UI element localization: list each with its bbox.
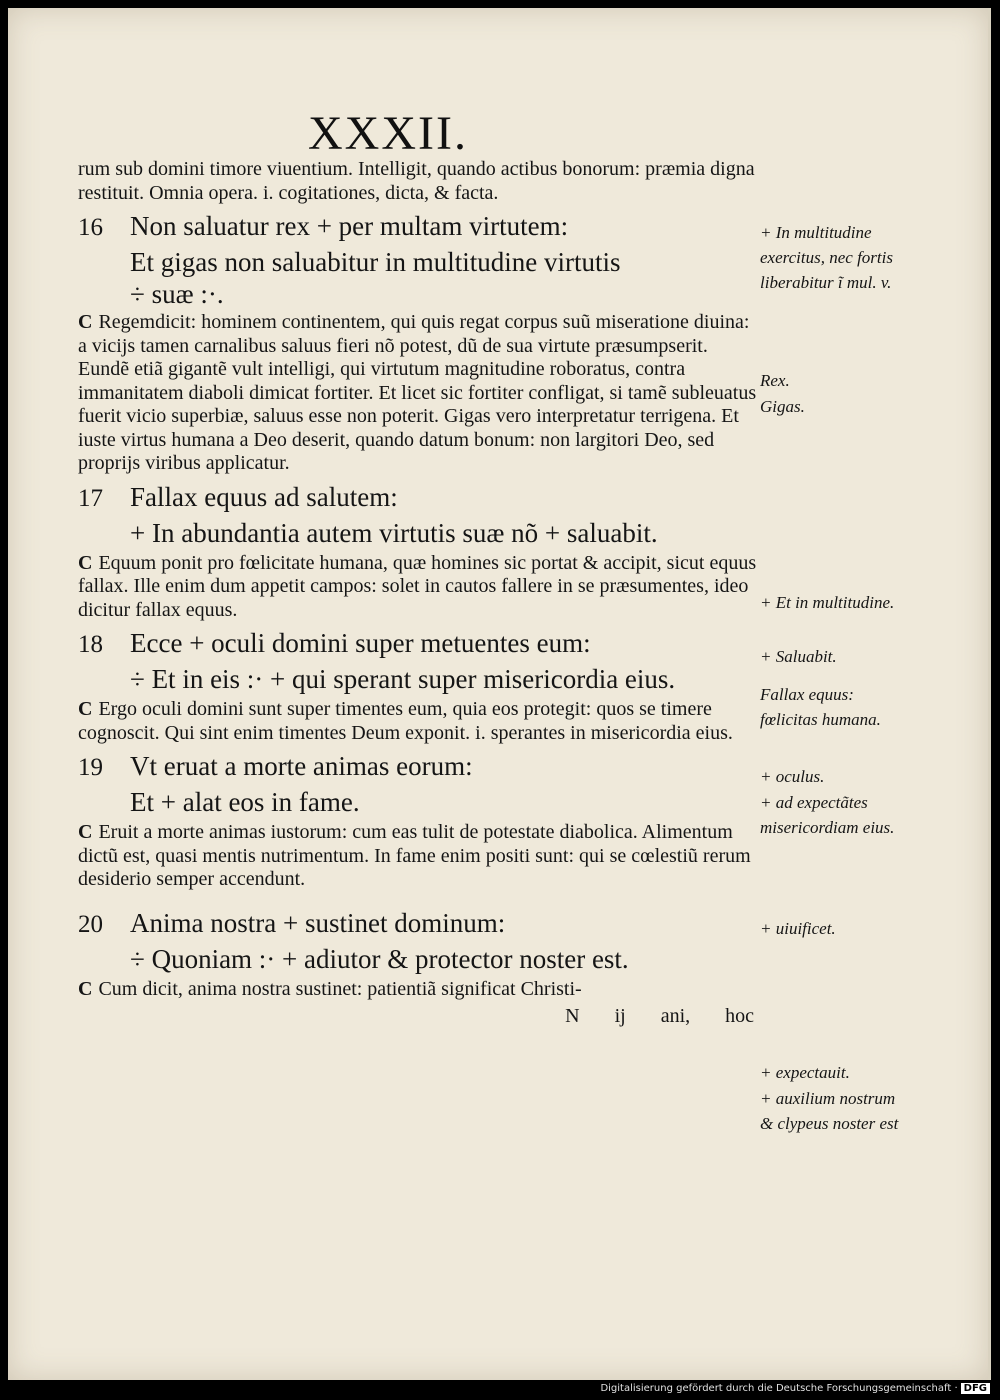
- verse-line: Fallax equus ad salutem:: [130, 481, 398, 512]
- signature-mark: N: [565, 1005, 580, 1027]
- commentary: C Cum dicit, anima nostra sustinet: patientiã significat Christi-: [78, 977, 582, 1000]
- marginal-note: + oculus.: [760, 767, 825, 786]
- verse-line: ÷ Quoniam :· + adiutor & protector noster est.: [130, 943, 629, 974]
- book-page: [8, 8, 991, 1380]
- verse-18: [78, 626, 758, 696]
- commentary: C Equum ponit pro fœlicitate humana, quæ homines sic portat & accipit, sicut equus fallax. Ille enim dum appetit campos: solet in cautos fallere in se præsumentes, ideo dicitur fallax equus.: [78, 551, 757, 621]
- signature-number: ij: [614, 1005, 626, 1027]
- commentary-marker-icon: C: [78, 977, 93, 1000]
- digitization-credit: Digitalisierung gefördert durch die Deutsche Forschungsgemeinschaft · DFG: [600, 1383, 990, 1394]
- main-text-column: [78, 158, 758, 1028]
- marginal-note: + Et in multitudine.: [760, 593, 895, 612]
- commentary-marker-icon: C: [78, 698, 93, 720]
- dfg-logo: DFG: [961, 1383, 990, 1394]
- marginal-note: Fallax equus: fœlicitas humana.: [760, 685, 881, 729]
- marginal-note: + auxilium nostrum & clypeus noster est: [760, 1089, 899, 1133]
- commentary: C Ergo oculi domini sunt super timentes eum, quia eos protegit: quos se timere cognoscit. Qui sint enim timentes Deum exponit. i. sperantes in misericordia eius.: [78, 698, 733, 744]
- catchwords: [78, 1005, 758, 1028]
- marginal-note: Rex.: [760, 371, 790, 390]
- commentary-marker-icon: C: [78, 311, 93, 333]
- marginal-note: + expectauit.: [760, 1063, 850, 1082]
- verse-number: 17: [78, 484, 103, 512]
- verse-line: Non saluatur rex + per multam virtutem:: [130, 211, 569, 241]
- marginal-note: + ad expectãtes misericordiam eius.: [760, 793, 895, 837]
- verse-line: Et + alat eos in fame.: [130, 787, 360, 817]
- verse-19: [78, 749, 758, 819]
- verse-line: Et gigas non saluabitur in multitudine virtutis: [130, 247, 621, 277]
- verse-number: 16: [78, 214, 103, 241]
- verse-16: [78, 209, 758, 309]
- marginal-note: + In multitudine exercitus, nec fortis liberabitur ĩ mul. v.: [760, 223, 893, 292]
- verse-17: [78, 480, 758, 550]
- marginal-note: Gigas.: [760, 397, 805, 416]
- folio-number: XXXII.: [308, 107, 468, 160]
- catchword: ani, hoc: [660, 1005, 754, 1027]
- verse-number: 19: [78, 754, 103, 781]
- verse-line: Vt eruat a morte animas eorum:: [130, 751, 473, 781]
- verse-line: ÷ Et in eis :· + qui sperant super misericordia eius.: [130, 664, 676, 694]
- commentary: C Eruit a morte animas iustorum: cum eas tulit de potestate diabolica. Alimentum dictũ est, quasi mentis nutrimentum. In fame enim positi sunt: qui se cœlestiũ rerum desiderio semper accendunt.: [78, 821, 751, 890]
- verse-line: ÷ suæ :·.: [130, 279, 224, 309]
- verse-number: 18: [78, 631, 103, 658]
- intro-commentary: rum sub domini timore viuentium. Intelligit, quando actibus bonorum: præmia digna restituit. Omnia opera. i. cogitationes, dicta, & facta.: [78, 158, 755, 204]
- verse-20: [78, 906, 758, 976]
- marginal-note: + Saluabit.: [760, 647, 837, 666]
- verse-number: 20: [78, 910, 103, 938]
- verse-line: Anima nostra + sustinet dominum:: [130, 907, 506, 938]
- marginal-note: + uiuificet.: [760, 919, 836, 938]
- commentary: C Regemdicit: hominem continentem, qui quis regat corpus suũ miseratione diuina: a vicijs tamen carnalibus saluus fieri nõ potest, dũ de sua virtute præsumpserit. Eundẽ etiã gigantẽ vult intelligi, qui virtutum magnitudine roboratus, contra immanitatem diaboli dimicat fortiter. Et licet sic fortiter confligat, si tamẽ subleuatus fuerit vicio superbiæ, saluus esse non poterit. Gigas vero interpretatur terrigena. Et iuste virtus humana a Deo deserit, quando datum bonum: non largitori Deo, sed proprijs viribus applicatur.: [78, 311, 757, 474]
- verse-line: + In abundantia autem virtutis suæ nõ + saluabit.: [130, 517, 658, 548]
- verse-line: Ecce + oculi domini super metuentes eum:: [130, 628, 591, 658]
- commentary-marker-icon: C: [78, 821, 93, 843]
- commentary-marker-icon: C: [78, 551, 93, 574]
